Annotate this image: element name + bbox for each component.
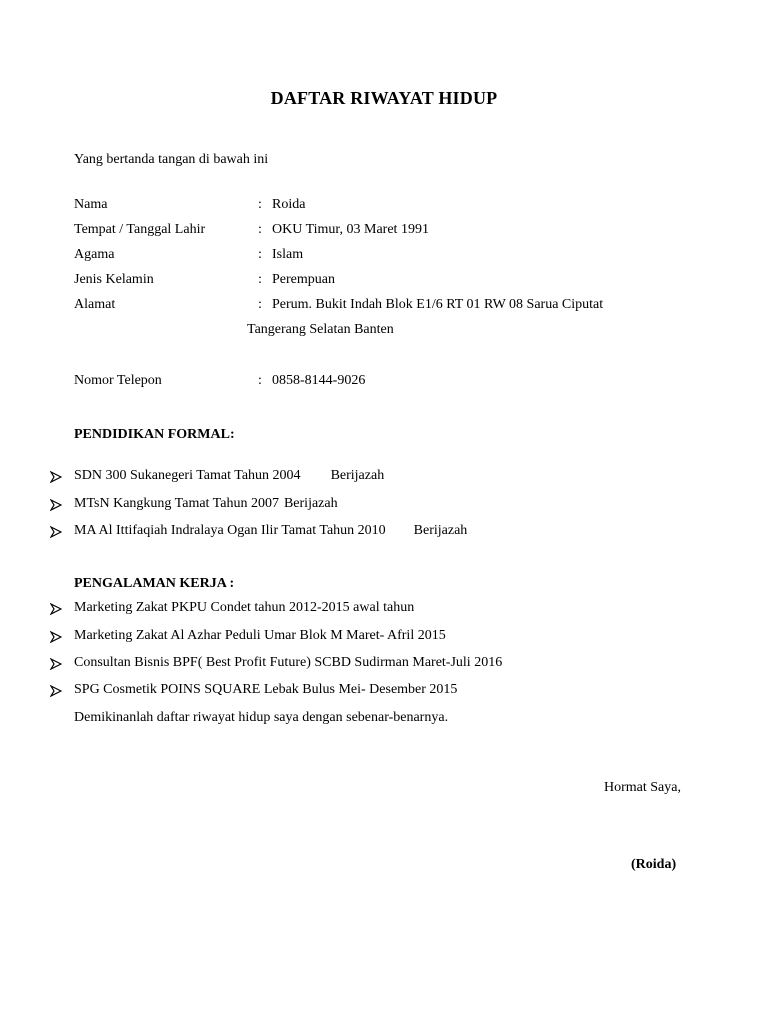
experience-item-text: Consultan Bisnis BPF( Best Profit Future) SCBD Sudirman Maret-Juli 2016	[74, 655, 503, 670]
education-item-text: MTsN Kangkung Tamat Tahun 2007	[74, 496, 279, 511]
identity-value-continuation: Tangerang Selatan Banten	[247, 322, 394, 337]
experience-item-text: SPG Cosmetik POINS SQUARE Lebak Bulus Mei- Desember 2015	[74, 682, 458, 697]
education-heading: PENDIDIKAN FORMAL:	[74, 427, 235, 442]
list-item	[50, 495, 338, 513]
experience-item-text: Marketing Zakat PKPU Condet tahun 2012-2015 awal tahun	[74, 600, 415, 615]
list-item	[50, 599, 414, 617]
identity-value: Perum. Bukit Indah Blok E1/6 RT 01 RW 08 Sarua Ciputat	[272, 297, 604, 312]
arrowhead-bullet-icon	[50, 524, 74, 538]
experience-item-text: Marketing Zakat Al Azhar Peduli Umar Blok M Maret- Afril 2015	[74, 628, 446, 643]
arrowhead-bullet-icon	[50, 629, 74, 643]
identity-value: Roida	[272, 197, 306, 212]
identity-colon: :	[258, 373, 262, 388]
education-item-text: MA Al Ittifaqiah Indralaya Ogan Ilir Tamat Tahun 2010	[74, 523, 386, 538]
identity-value: 0858-8144-9026	[272, 373, 366, 388]
identity-value: Islam	[272, 247, 304, 262]
identity-colon: :	[258, 272, 262, 287]
identity-label: Nomor Telepon	[74, 373, 162, 388]
intro-text: Yang bertanda tangan di bawah ini	[74, 152, 269, 167]
arrowhead-bullet-icon	[50, 683, 74, 697]
identity-label: Alamat	[74, 297, 116, 312]
identity-value: Perempuan	[272, 272, 335, 287]
identity-colon: :	[258, 297, 262, 312]
identity-colon: :	[258, 222, 262, 237]
education-item-note: Berijazah	[330, 468, 385, 483]
identity-value: OKU Timur, 03 Maret 1991	[272, 222, 429, 237]
list-item	[50, 681, 457, 699]
education-item-note: Berijazah	[283, 496, 338, 511]
list-item	[50, 654, 502, 672]
arrowhead-bullet-icon	[50, 497, 74, 511]
signature-name: (Roida)	[631, 857, 677, 872]
closing-statement: Demikinanlah daftar riwayat hidup saya dengan sebenar-benarnya.	[74, 710, 449, 725]
identity-colon: :	[258, 247, 262, 262]
education-item-text: SDN 300 Sukanegeri Tamat Tahun 2004	[74, 468, 301, 483]
experience-heading: PENGALAMAN KERJA :	[74, 576, 235, 591]
identity-label: Jenis Kelamin	[74, 272, 154, 287]
identity-colon: :	[258, 197, 262, 212]
arrowhead-bullet-icon	[50, 601, 74, 615]
identity-label: Agama	[74, 247, 115, 262]
arrowhead-bullet-icon	[50, 469, 74, 483]
list-item	[50, 467, 384, 485]
arrowhead-bullet-icon	[50, 656, 74, 670]
list-item	[50, 522, 467, 540]
identity-label: Nama	[74, 197, 108, 212]
signoff-text: Hormat Saya,	[604, 780, 681, 795]
list-item	[50, 627, 446, 645]
identity-label: Tempat / Tanggal Lahir	[74, 222, 206, 237]
education-item-note: Berijazah	[413, 523, 468, 538]
document-title: DAFTAR RIWAYAT HIDUP	[270, 88, 498, 108]
